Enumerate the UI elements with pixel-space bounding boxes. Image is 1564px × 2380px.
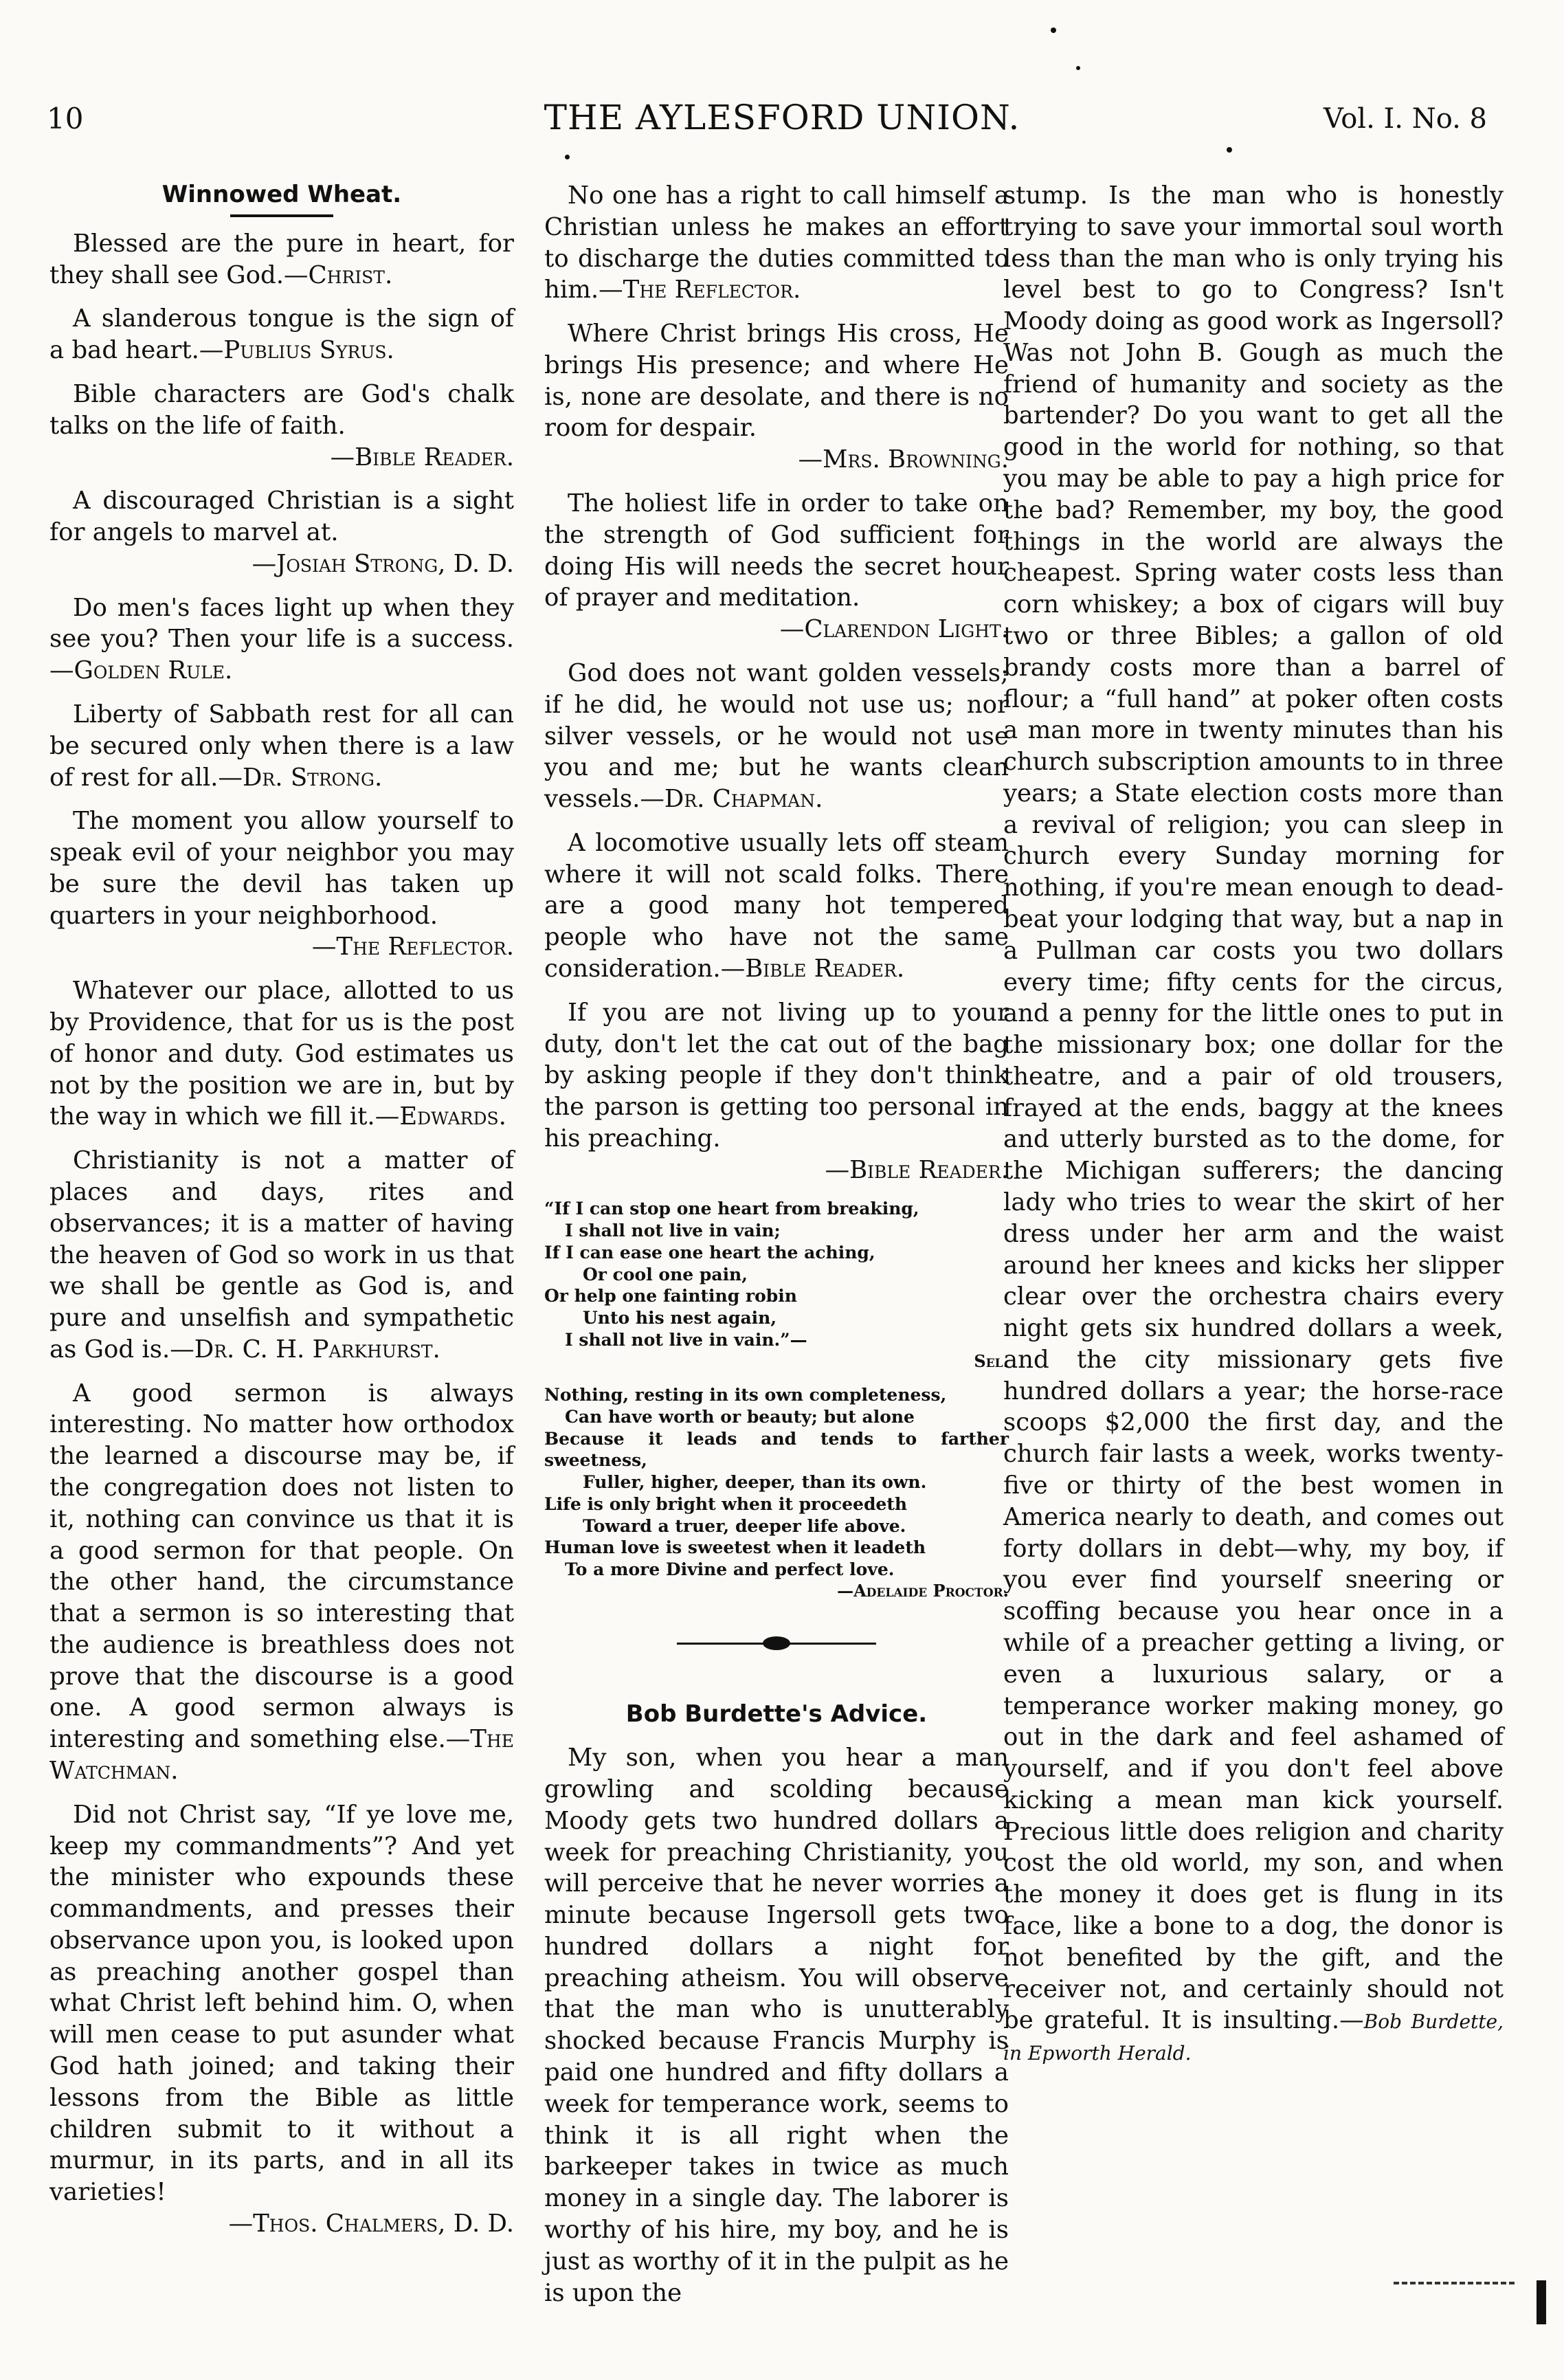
poem-line: Can have worth or beauty; but alone: [565, 1406, 915, 1427]
poem-line: Unto his nest again,: [583, 1308, 777, 1328]
quote-text: The holiest life in order to take on the strength of God sufficient for doing His will needs the secret hour of prayer and meditation.: [544, 489, 1009, 612]
poem-line: I shall not live in vain.”—: [565, 1329, 807, 1350]
quote-item: [49, 592, 514, 687]
column-right: [1003, 180, 1504, 2080]
quote-item: [49, 975, 514, 1133]
quote-attribution: —Clarendon Light.: [779, 615, 1009, 644]
quote-item: [544, 827, 1009, 985]
quote-attribution: —Josiah Strong, D. D.: [252, 549, 514, 578]
article-signoff: Bob Burdette, in Epworth Herald.: [1003, 2010, 1504, 2065]
quote-attribution: Bible Reader.: [745, 954, 905, 983]
quote-item: [544, 997, 1009, 1186]
poem-line: To a more Divine and perfect love.: [565, 1559, 895, 1580]
quote-item: [49, 379, 514, 473]
column-middle: [544, 180, 1009, 2321]
quote-text: Do men's faces light up when they see you? Then your life is a success.—: [49, 593, 514, 685]
quote-item: [49, 1799, 514, 2240]
quote-text: The moment you allow yourself to speak evil of your neighbor you may be sure the devil has taken up quarters in your neighborhood.: [49, 807, 514, 930]
article-paragraph: stump. Is the man who is honestly trying to save your immortal soul worth less than the man who is only trying his level best to go to Congress? Isn't Moody doing as good work as Ingersoll? Was not John B. Gough as much the friend of humanity and society as the bartender? Do you want to get all the good in the world for nothing, so that you may be able to pay a high price for the bad? Remember, my boy, the good things in the world are always the cheapest. Spring water costs less than corn whiskey; a box of cigars will buy two or three Bibles; a gallon of old brandy costs more than a barrel of flour; a “full hand” at poker often costs a man more in twenty minutes than his church subscription amounts to in three years; a State election costs more than a revival of religion; you can sleep in church every Sunday morning for nothing, if you're mean enough to dead-beat your lodging that way, but a nap in a Pullman car costs you two dollars every time; fifty cents for the circus, and a penny for the little ones to put in the missionary box; one dollar for the theatre, and a pair of old trousers, frayed at the ends, baggy at the knees and utterly bursted as to the dome, for the Michigan sufferers; the dancing lady who tries to wear the skirt of her dress under her arm and the waist around her knees and kicks her slipper clear over the orchestra chairs every night gets six hundred dollars a week, and the city missionary gets five hundred dollars a year; the horse-race scoops $2,000 the first day, and the church fair lasts a week, works twenty-five or thirty of the best women in America nearly to death, and comes out forty dollars in debt—why, my boy, if you ever find yourself sneering or scoffing because you hear once in a while of a preacher getting a living, or even a luxurious salary, or a temperance worker making money, go out in the dark and feel ashamed of yourself, and if you don't feel above kicking a mean man kick yourself. Precious little does religion and charity cost the old world, my son, and when the money it does get is flung in its face, like a bone to a dog, the donor is not benefited by the gift, and the receiver not, and certainly should not be grateful. It is insulting.—: [1003, 181, 1504, 2035]
quote-text: Christianity is not a matter of places and days, rites and observances; it is a matter of having the heaven of God so work in us that we shall be gentle as God is, and pure and unselfish and sympathetic as God is.—: [49, 1146, 514, 1364]
poem-line: Human love is sweetest when it leadeth: [544, 1537, 926, 1558]
section-heading: Winnowed Wheat.: [161, 181, 402, 208]
poem-excerpt: [544, 1198, 1009, 1372]
quote-item: [49, 303, 514, 366]
quote-text: A locomotive usually lets off steam where it will not scald folks. There are a good many hot tempered people who have not the same consideration.—: [544, 828, 1009, 983]
quote-item: [49, 805, 514, 963]
poem-line: Or help one fainting robin: [544, 1286, 797, 1306]
quote-item: [544, 318, 1009, 476]
quote-item: [544, 180, 1009, 306]
poem-line: Nothing, resting in its own completeness,: [544, 1385, 947, 1405]
quote-text: Whatever our place, allotted to us by Providence, that for us is the post of honor and duty. God estimates us not by the position we are in, but by the way in which we fill it.—: [49, 977, 514, 1131]
quote-attribution: Publius Syrus.: [223, 336, 394, 365]
poem-excerpt: [544, 1384, 1009, 1601]
quote-text: Blessed are the pure in heart, for they shall see God.—: [49, 229, 514, 289]
article-paragraph: My son, when you hear a man growling and scolding because Moody gets two hundred dollars a week for preaching Christianity, you will perceive that he never worries a minute because Ingersoll gets two hundred dollars a night for preaching atheism. You will observe that the man who is unutterably shocked because Francis Murphy is paid one hundred and fifty dollars a week for temperance work, seems to think it is all right when the barkeeper takes in twice as much money in a single day. The laborer is worthy of his hire, my boy, and he is just as worthy of it in the pulpit as he is upon the: [544, 1744, 1009, 2307]
quote-attribution: —The Reflector.: [311, 933, 514, 961]
quote-attribution: Edwards.: [399, 1102, 506, 1131]
quote-attribution: The Reflector.: [623, 276, 801, 304]
heading-rule: [230, 214, 333, 217]
print-speck: [1051, 27, 1056, 33]
quote-item: [544, 658, 1009, 815]
print-speck: [565, 155, 570, 159]
quote-item: [544, 488, 1009, 645]
page-number: 10: [47, 102, 84, 135]
quote-item: [49, 1145, 514, 1365]
quote-text: A slanderous tongue is the sign of a bad heart.—: [49, 304, 514, 365]
quote-attribution: Dr. C. H. Parkhurst.: [194, 1335, 440, 1364]
poem-line: Toward a truer, deeper life above.: [583, 1515, 906, 1536]
poem-line: Because it leads and tends to farther sweetness,: [544, 1428, 1009, 1471]
quote-text: Did not Christ say, “If ye love me, keep my commandments”? And yet the minister who expounds these commandments, and presses their observance upon you, is looked upon as preaching another gospel than what Christ left behind him. O, when will men cease to put asunder what God hath joined; and taking their lessons from the Bible as little children submit to it without a murmur, in its parts, and in all its varieties!: [49, 1800, 514, 2207]
quote-text: No one has a right to call himself a Christian unless he makes an effort to discharge the duties committed to him.—: [544, 181, 1009, 304]
poem-line: Fuller, higher, deeper, than its own.: [583, 1472, 927, 1493]
poem-line: If I can ease one heart the aching,: [544, 1242, 875, 1263]
quote-text: A discouraged Christian is a sight for angels to marvel at.: [49, 487, 514, 547]
print-rule: [1394, 2282, 1515, 2287]
column-left: [49, 180, 514, 2252]
quote-attribution: —Bible Reader.: [825, 1155, 1009, 1184]
quote-attribution: Golden Rule.: [74, 656, 233, 685]
quote-text: If you are not living up to your duty, don't let the cat out of the bag by asking people if they don't think the parson is getting too personal in his preaching.: [544, 998, 1009, 1153]
poem-line: “If I can stop one heart from breaking,: [544, 1199, 919, 1219]
ornamental-divider: [677, 1643, 876, 1645]
quote-item: [49, 228, 514, 291]
poem-line: Or cool one pain,: [583, 1264, 748, 1284]
poem-attribution: —Adelaide Proctor.: [837, 1580, 1009, 1601]
quote-item: [49, 1378, 514, 1787]
quote-item: [49, 699, 514, 793]
quote-text: Where Christ brings His cross, He brings His presence; and where He is, none are desolate, and there is no room for despair.: [544, 320, 1009, 443]
poem-line: Life is only bright when it proceedeth: [544, 1493, 908, 1514]
poem-line: I shall not live in vain;: [565, 1221, 781, 1241]
quote-attribution: The Watchman.: [49, 1725, 514, 1786]
print-speck: [1227, 147, 1232, 153]
margin-mark: [1537, 2280, 1546, 2324]
quote-attribution: Christ.: [308, 260, 393, 289]
volume-number: Vol. I. No. 8: [1323, 103, 1487, 135]
quote-attribution: —Mrs. Browning.: [798, 445, 1009, 474]
article-heading: Bob Burdette's Advice.: [625, 1700, 928, 1728]
article-continuation: [1003, 180, 1504, 2068]
poem-attribution: Sel.: [974, 1350, 1009, 1371]
quote-text: A good sermon is always interesting. No matter how orthodox the learned a discourse may be, if the congregation does not listen to it, nothing can convince us that it is a good sermon for that people. On the other hand, the circumstance that a sermon is so interesting that the audience is breathless does not prove that the discourse is a good one. A good sermon always is interesting and something else.—: [49, 1379, 514, 1754]
print-speck: [1076, 66, 1080, 70]
quote-attribution: —Thos. Chalmers, D. D.: [228, 2209, 514, 2238]
page-header: [0, 0, 1564, 158]
quote-list: [544, 180, 1009, 1186]
quote-item: [49, 485, 514, 579]
quote-list: [49, 228, 514, 2240]
quote-text: Bible characters are God's chalk talks on the life of faith.: [49, 379, 514, 440]
quote-attribution: —Bible Reader.: [330, 443, 514, 471]
newspaper-title: THE AYLESFORD UNION.: [544, 98, 1020, 137]
quote-attribution: Dr. Strong.: [242, 763, 383, 792]
quote-text: Liberty of Sabbath rest for all can be secured only when there is a law of rest for all.—: [49, 700, 514, 792]
quote-attribution: Dr. Chapman.: [664, 785, 823, 814]
quote-text: God does not want golden vessels; if he did, he would not use us; nor silver vessels, or he would not use you and me; but he wants clean vessels.—: [544, 658, 1009, 814]
